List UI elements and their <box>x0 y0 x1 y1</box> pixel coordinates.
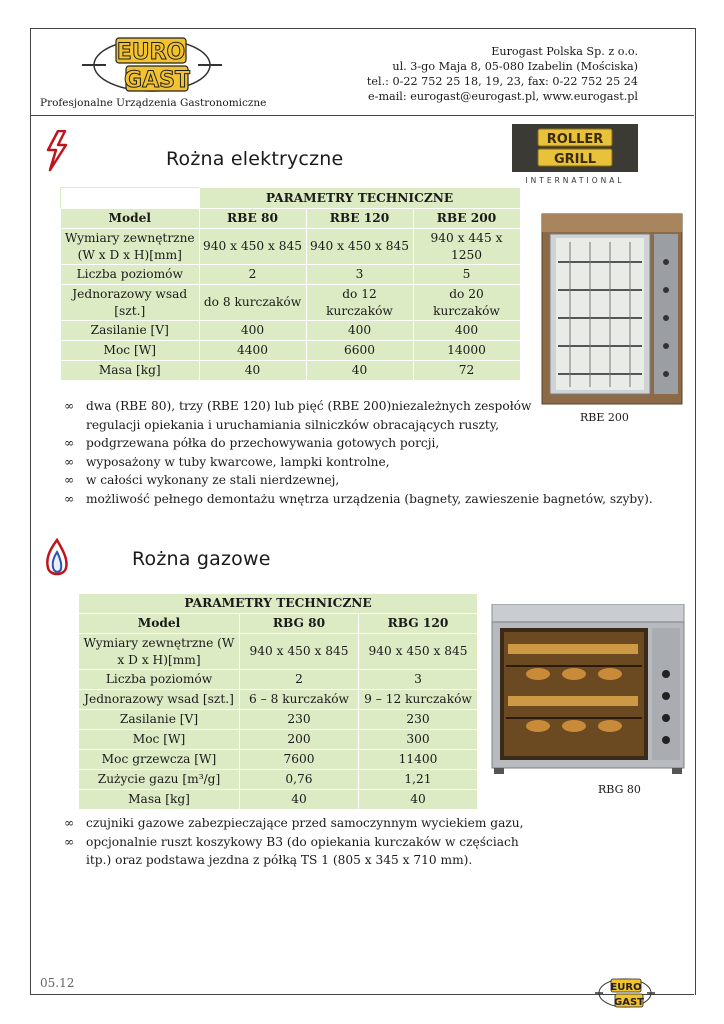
infinity-bullet-icon: ∞ <box>64 399 75 413</box>
list-item: ∞ opcjonalnie ruszt koszykowy B3 (do opiekania kurczaków w częściach itp.) oraz podstawa jezdna z półką TS 1 (805 x 345 x 710 mm). <box>64 834 519 868</box>
table-row <box>61 321 521 341</box>
row-label: Wymiary zewnętrzne (W x D x H)[mm] <box>79 634 240 670</box>
roller-logo-line1: ROLLER <box>546 132 604 147</box>
gas-model-header: RBG 80 <box>240 614 359 634</box>
row-label: Moc grzewcza [W] <box>79 750 240 770</box>
gas-table-title: PARAMETRY TECHNICZNE <box>79 594 478 614</box>
cell-value: 200 <box>240 730 359 750</box>
cell-value: 40 <box>240 790 359 810</box>
row-label: Zasilanie [V] <box>79 710 240 730</box>
cell-value: 940 x 450 x 845 <box>199 229 306 265</box>
row-label: Liczba poziomów <box>79 670 240 690</box>
gas-section-title: Rożna gazowe <box>132 548 271 570</box>
row-label: Jednorazowy wsad [szt.] <box>61 285 200 321</box>
electric-section-title: Rożna elektryczne <box>166 148 344 170</box>
gas-spec-table <box>78 593 478 810</box>
cell-value: 3 <box>306 265 413 285</box>
row-label: Masa [kg] <box>61 361 200 381</box>
cell-value: do 8 kurczaków <box>199 285 306 321</box>
gas-model-label: Model <box>79 614 240 634</box>
table-row <box>79 730 478 750</box>
lightning-icon <box>44 130 70 172</box>
footer-logo-text-gast: GAST <box>614 997 644 1008</box>
list-item: ∞ czujniki gazowe zabezpieczające przed samoczynnym wyciekiem gazu, <box>64 814 524 833</box>
header-divider <box>30 115 694 116</box>
table-row <box>79 670 478 690</box>
electric-model-header: RBE 200 <box>413 209 520 229</box>
cell-value: 4400 <box>199 341 306 361</box>
eurogast-logo <box>82 34 222 96</box>
row-label: Moc [W] <box>79 730 240 750</box>
footer-logo-text-euro: EURO <box>610 982 642 993</box>
row-label: Liczba poziomów <box>61 265 200 285</box>
company-address: ul. 3-go Maja 8, 05-080 Izabelin (Mościska) <box>392 60 638 73</box>
cell-value: do 12 kurczaków <box>306 285 413 321</box>
cell-value: 230 <box>359 710 478 730</box>
infinity-bullet-icon: ∞ <box>64 454 75 469</box>
cell-value: 7600 <box>240 750 359 770</box>
cell-value: 940 x 450 x 845 <box>306 229 413 265</box>
list-item: ∞ wyposażony w tuby kwarcowe, lampki kontrolne, <box>64 453 564 472</box>
cell-value: 230 <box>240 710 359 730</box>
electric-model-label: Model <box>61 209 200 229</box>
cell-value: 400 <box>413 321 520 341</box>
infinity-bullet-icon: ∞ <box>64 491 75 506</box>
rbe200-product-image <box>540 212 684 408</box>
rbg80-product-image <box>488 604 688 776</box>
gas-flame-icon <box>44 538 70 580</box>
table-row <box>61 285 521 321</box>
list-item: ∞ podgrzewana półka do przechowywania gotowych porcji, <box>64 434 564 453</box>
eurogast-footer-logo <box>595 977 655 1009</box>
logo-text-euro: EURO <box>116 40 186 65</box>
cell-value: 6 – 8 kurczaków <box>240 690 359 710</box>
date-code: 05.12 <box>40 976 75 990</box>
infinity-bullet-icon: ∞ <box>64 473 75 488</box>
logo-text-gast: GAST <box>124 68 190 93</box>
rbe200-caption: RBE 200 <box>580 411 629 424</box>
table-row <box>61 265 521 285</box>
company-email: e-mail: eurogast@eurogast.pl, www.eurogast.pl <box>368 90 638 103</box>
roller-logo-line2: GRILL <box>553 152 597 167</box>
electric-model-header: RBE 120 <box>306 209 413 229</box>
cell-value: 5 <box>413 265 520 285</box>
rbg80-caption: RBG 80 <box>598 783 641 796</box>
gas-features-list <box>64 814 524 870</box>
cell-value: 2 <box>240 670 359 690</box>
row-label: Zużycie gazu [m³/g] <box>79 770 240 790</box>
cell-value: 6600 <box>306 341 413 361</box>
table-row <box>61 361 521 381</box>
cell-value: 3 <box>359 670 478 690</box>
table-row <box>79 710 478 730</box>
electric-table-title: PARAMETRY TECHNICZNE <box>199 188 520 209</box>
cell-value: 40 <box>306 361 413 381</box>
electric-model-header: RBE 80 <box>199 209 306 229</box>
electric-features-list <box>64 397 653 509</box>
infinity-bullet-icon: ∞ <box>64 436 75 451</box>
row-label: Zasilanie [V] <box>61 321 200 341</box>
cell-value: 400 <box>199 321 306 341</box>
row-label: Masa [kg] <box>79 790 240 810</box>
company-phone: tel.: 0-22 752 25 18, 19, 23, fax: 0-22 752 25 24 <box>366 75 638 88</box>
table-row <box>79 770 478 790</box>
row-label: Wymiary zewnętrzne (W x D x H)[mm] <box>61 229 200 265</box>
row-label: Moc [W] <box>61 341 200 361</box>
table-row <box>79 750 478 770</box>
cell-value: 40 <box>199 361 306 381</box>
cell-value: 9 – 12 kurczaków <box>359 690 478 710</box>
list-item: ∞ dwa (RBE 80), trzy (RBE 120) lub pięć (RBE 200)niezależnych zespołów regulacji opiekania i uruchamiania silniczków obracających ruszty, <box>64 399 532 432</box>
cell-value: 11400 <box>359 750 478 770</box>
table-row <box>61 341 521 361</box>
table-row <box>79 690 478 710</box>
roller-logo-line3: INTERNATIONAL <box>525 176 625 185</box>
cell-value: 940 x 445 x 1250 <box>413 229 520 265</box>
list-item: ∞ możliwość pełnego demontażu wnętrza urządzenia (bagnety, zawieszenie bagnetów, szyby). <box>64 490 564 509</box>
company-info <box>367 44 638 104</box>
cell-value: 300 <box>359 730 478 750</box>
company-tagline: Profesjonalne Urządzenia Gastronomiczne <box>40 97 267 109</box>
table-row <box>61 229 521 265</box>
gas-model-header: RBG 120 <box>359 614 478 634</box>
cell-value: 14000 <box>413 341 520 361</box>
cell-value: 40 <box>359 790 478 810</box>
company-name: Eurogast Polska Sp. z o.o. <box>491 45 638 58</box>
list-item: ∞ w całości wykonany ze stali nierdzewnej, <box>64 471 564 490</box>
cell-value: 940 x 450 x 845 <box>359 634 478 670</box>
cell-value: 0,76 <box>240 770 359 790</box>
roller-grill-logo <box>512 124 638 186</box>
table-row <box>79 790 478 810</box>
infinity-bullet-icon: ∞ <box>64 834 75 849</box>
cell-value: 400 <box>306 321 413 341</box>
cell-value: 940 x 450 x 845 <box>240 634 359 670</box>
row-label: Jednorazowy wsad [szt.] <box>79 690 240 710</box>
cell-value: do 20 kurczaków <box>413 285 520 321</box>
table-row <box>79 634 478 670</box>
cell-value: 72 <box>413 361 520 381</box>
infinity-bullet-icon: ∞ <box>64 816 75 830</box>
cell-value: 2 <box>199 265 306 285</box>
cell-value: 1,21 <box>359 770 478 790</box>
electric-spec-table <box>60 187 521 381</box>
